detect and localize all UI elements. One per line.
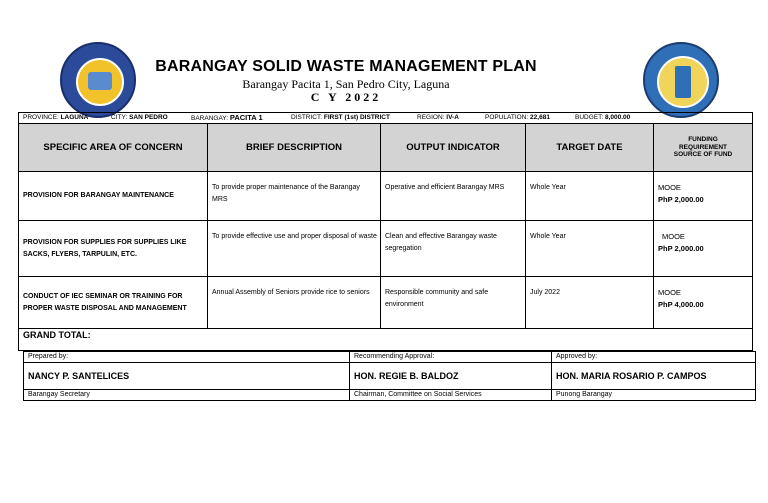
document-subtitle: Barangay Pacita 1, San Pedro City, Laguna <box>242 77 450 91</box>
row-concern: PROVISION FOR SUPPLIES FOR SUPPLIES LIKE SACKS, FLYERS, TARPULIN, ETC. <box>19 221 208 277</box>
district-field <box>291 113 390 123</box>
row-target: Whole Year <box>526 172 654 221</box>
header-funding-line1: FUNDING <box>688 136 718 144</box>
budget-value: 8,000.00 <box>604 114 631 121</box>
region-field <box>417 113 459 123</box>
row-target: July 2022 <box>526 277 654 329</box>
row-concern: CONDUCT OF IEC SEMINAR OR TRAINING FOR PROPER WASTE DISPOSAL AND MANAGEMENT <box>19 277 208 329</box>
header-target: TARGET DATE <box>526 124 654 172</box>
document-title: BARANGAY SOLID WASTE MANAGEMENT PLAN <box>155 58 537 75</box>
recommending-approval-name: HON. REGIE B. BALDOZ <box>350 363 552 390</box>
row-description: To provide effective use and proper disposal of waste <box>208 221 381 277</box>
header-concern: SPECIFIC AREA OF CONCERN <box>19 124 208 172</box>
approved-by-name: HON. MARIA ROSARIO P. CAMPOS <box>552 363 756 390</box>
row-output: Clean and effective Barangay waste segregation <box>381 221 526 277</box>
population-label: POPULATION: <box>485 114 529 121</box>
recommending-approval-label: Recommending Approval: <box>350 352 552 363</box>
barangay-pacita-seal-icon <box>60 42 136 118</box>
city-of-san-pedro-seal-icon <box>643 42 719 118</box>
header-output: OUTPUT INDICATOR <box>381 124 526 172</box>
row-concern: PROVISION FOR BARANGAY MAINTENANCE <box>19 172 208 221</box>
table-row <box>19 221 753 277</box>
table-header-row <box>19 124 753 172</box>
grand-total-label: GRAND TOTAL: <box>23 330 91 340</box>
prepared-by-title: Barangay Secretary <box>24 390 350 401</box>
grand-total-row <box>18 328 753 351</box>
document-year: C Y 2022 <box>310 90 382 104</box>
row-output: Operative and efficient Barangay MRS <box>381 172 526 221</box>
budget-field <box>575 113 630 123</box>
approved-by-label: Approved by: <box>552 352 756 363</box>
region-value: IV-A <box>446 114 459 121</box>
city-value: SAN PEDRO <box>129 114 168 121</box>
row-funding <box>654 277 753 329</box>
city-label: CITY: <box>111 114 128 121</box>
row-fund-amount: PhP 2,000.00 <box>658 195 704 204</box>
row-target: Whole Year <box>526 221 654 277</box>
signature-table <box>23 351 756 401</box>
budget-label: BUDGET: <box>575 114 604 121</box>
province-label: PROVINCE: <box>23 114 59 121</box>
district-value: FIRST (1st) DISTRICT <box>323 114 390 121</box>
row-fund-amount: PhP 4,000.00 <box>658 300 704 309</box>
approved-by-title: Punong Barangay <box>552 390 756 401</box>
city-field <box>111 113 168 123</box>
province-value: LAGUNA <box>60 114 89 121</box>
province-field <box>23 113 88 123</box>
header-funding-line2: REQUIREMENT <box>678 143 728 151</box>
row-output: Responsible community and safe environment <box>381 277 526 329</box>
row-fund-source: MOOE <box>658 183 681 192</box>
header-funding <box>654 124 753 172</box>
region-label: REGION: <box>417 114 445 121</box>
plan-table <box>18 123 753 329</box>
district-label: DISTRICT: <box>291 114 323 121</box>
row-funding <box>654 172 753 221</box>
info-row <box>18 112 753 123</box>
prepared-by-name: NANCY P. SANTELICES <box>24 363 350 390</box>
row-fund-source: MOOE <box>662 232 685 241</box>
prepared-by-label: Prepared by: <box>24 352 350 363</box>
row-fund-amount: PhP 2,000.00 <box>658 244 704 253</box>
row-funding <box>654 221 753 277</box>
header-description: BRIEF DESCRIPTION <box>208 124 381 172</box>
row-description: To provide proper maintenance of the Barangay MRS <box>208 172 381 221</box>
row-description: Annual Assembly of Seniors provide rice to seniors <box>208 277 381 329</box>
barangay-label: BARANGAY: <box>191 115 229 122</box>
population-value: 22,681 <box>530 114 550 121</box>
barangay-value: PACITA 1 <box>229 113 263 122</box>
header-funding-line3: SOURCE OF FUND <box>673 151 733 159</box>
row-fund-source: MOOE <box>658 288 681 297</box>
population-field <box>485 113 550 123</box>
table-row <box>19 277 753 329</box>
recommending-approval-title: Chairman, Committee on Social Services <box>350 390 552 401</box>
table-row <box>19 172 753 221</box>
